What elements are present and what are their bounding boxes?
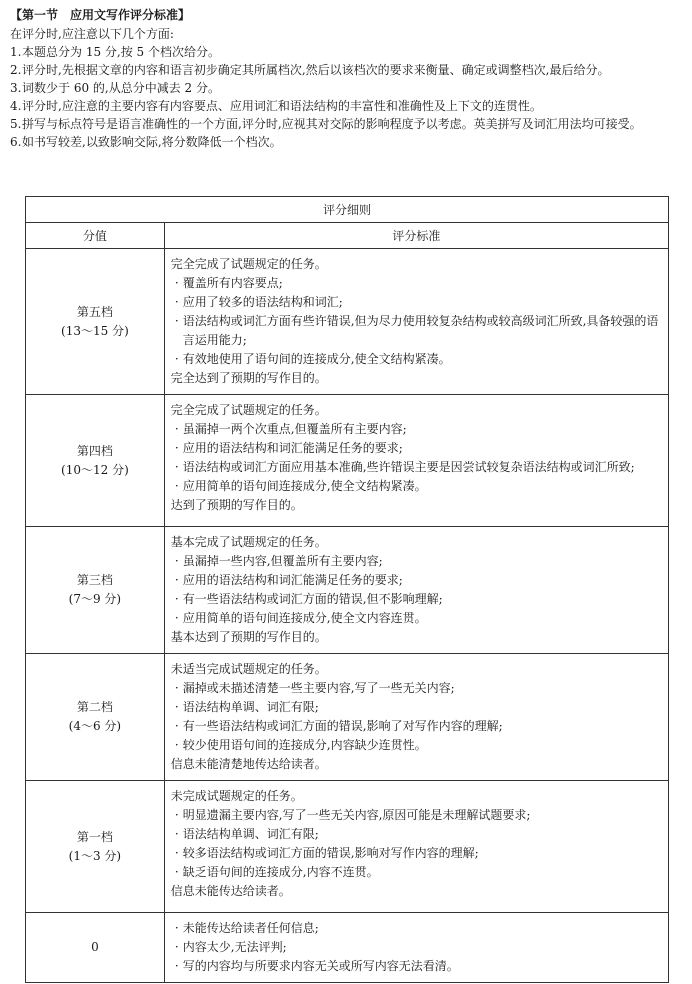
instruction-number: 1. xyxy=(10,45,22,59)
criteria-bullet-text: 应用的语法结构和词汇能满足任务的要求; xyxy=(182,441,403,455)
criteria-bullet xyxy=(171,477,660,496)
instruction-item xyxy=(10,133,685,151)
instruction-text: 本题总分为 15 分,按 5 个档次给分。 xyxy=(22,45,220,59)
criteria-summary: 基本完成了试题规定的任务。 xyxy=(170,535,327,549)
criteria-cell xyxy=(164,249,668,395)
bullet-dot-icon: · xyxy=(174,479,179,493)
criteria-bullet-text: 应用简单的语句间连接成分,使全文结构紧凑。 xyxy=(182,479,427,493)
criteria-summary: 未适当完成试题规定的任务。 xyxy=(170,662,327,676)
bullet-dot-icon: · xyxy=(174,314,179,328)
criteria-bullet xyxy=(171,736,660,755)
grading-table xyxy=(25,196,669,983)
table-row xyxy=(26,781,669,913)
band-cell xyxy=(26,654,165,781)
criteria-cell xyxy=(164,654,668,781)
criteria-bullet-text: 有效地使用了语句间的连接成分,使全文结构紧凑。 xyxy=(182,352,451,366)
criteria-bullet xyxy=(171,863,660,882)
instruction-number: 5. xyxy=(10,117,22,131)
instruction-number: 4. xyxy=(10,99,22,113)
criteria-bullet xyxy=(171,919,660,938)
instruction-item xyxy=(10,61,685,79)
band-score-range: (13～15 分) xyxy=(61,323,129,338)
criteria-bullet-text: 语法结构或词汇方面应用基本准确,些许错误主要是因尝试较复杂语法结构或词汇所致; xyxy=(182,460,635,474)
criteria-bullet-text: 语法结构或词汇方面有些许错误,但为尽力使用较复杂结构或较高级词汇所致,具备较强的语言运用能力; xyxy=(182,314,659,347)
criteria-bullet-text: 覆盖所有内容要点; xyxy=(182,276,283,290)
instruction-item xyxy=(10,115,685,133)
criteria-bullet xyxy=(171,825,660,844)
band-name: 0 xyxy=(91,940,99,954)
criteria-bullet xyxy=(171,938,660,957)
table-row xyxy=(26,913,669,983)
criteria-bullet xyxy=(171,439,660,458)
criteria-bullet xyxy=(171,458,660,477)
instruction-number: 3. xyxy=(10,81,22,95)
criteria-bullet xyxy=(171,679,660,698)
bullet-dot-icon: · xyxy=(174,573,179,587)
criteria-bullet-text: 未能传达给读者任何信息; xyxy=(182,921,319,935)
criteria-bullet xyxy=(171,957,660,976)
bullet-dot-icon: · xyxy=(174,827,179,841)
criteria-bullet-text: 有一些语法结构或词汇方面的错误,但不影响理解; xyxy=(182,592,443,606)
bullet-dot-icon: · xyxy=(174,865,179,879)
instruction-text: 词数少于 60 的,从总分中减去 2 分。 xyxy=(22,81,220,95)
criteria-bullet-text: 语法结构单调、词汇有限; xyxy=(182,700,319,714)
criteria-conclusion: 信息未能传达给读者。 xyxy=(170,884,291,898)
criteria-bullet-text: 应用的语法结构和词汇能满足任务的要求; xyxy=(182,573,403,587)
bullet-dot-icon: · xyxy=(174,554,179,568)
criteria-bullet xyxy=(171,312,660,350)
band-cell xyxy=(26,527,165,654)
criteria-cell xyxy=(164,781,668,913)
criteria-bullet-text: 有一些语法结构或词汇方面的错误,影响了对写作内容的理解; xyxy=(182,719,503,733)
bullet-dot-icon: · xyxy=(174,460,179,474)
criteria-bullet xyxy=(171,698,660,717)
bullet-dot-icon: · xyxy=(174,921,179,935)
instruction-item xyxy=(10,97,685,115)
criteria-bullet-text: 虽漏掉一两个次重点,但覆盖所有主要内容; xyxy=(182,422,407,436)
bullet-dot-icon: · xyxy=(174,808,179,822)
instruction-text: 如书写较差,以致影响交际,将分数降低一个档次。 xyxy=(22,135,282,149)
criteria-bullet xyxy=(171,420,660,439)
criteria-bullet-text: 较少使用语句间的连接成分,内容缺少连贯性。 xyxy=(182,738,427,752)
criteria-bullet-text: 虽漏掉一些内容,但覆盖所有主要内容; xyxy=(182,554,383,568)
instruction-item xyxy=(10,79,685,97)
band-cell xyxy=(26,781,165,913)
band-cell xyxy=(26,395,165,527)
bullet-dot-icon: · xyxy=(174,700,179,714)
instruction-number: 6. xyxy=(10,135,22,149)
bullet-dot-icon: · xyxy=(174,681,179,695)
criteria-bullet-text: 漏掉或未描述清楚一些主要内容,写了一些无关内容; xyxy=(182,681,455,695)
criteria-summary: 完全完成了试题规定的任务。 xyxy=(170,403,327,417)
criteria-bullet xyxy=(171,350,660,369)
table-title-row xyxy=(26,197,669,223)
criteria-bullet xyxy=(171,552,660,571)
band-cell xyxy=(26,913,165,983)
band-score-range: (7～9 分) xyxy=(68,592,122,606)
band-name: 第四档 xyxy=(76,443,113,458)
bullet-dot-icon: · xyxy=(174,295,179,309)
band-name: 第五档 xyxy=(76,304,113,319)
table-row xyxy=(26,395,669,527)
column-header-band: 分值 xyxy=(26,223,165,249)
table-title: 评分细则 xyxy=(26,197,669,223)
table-row xyxy=(26,654,669,781)
bullet-dot-icon: · xyxy=(174,846,179,860)
criteria-cell xyxy=(164,527,668,654)
bullet-dot-icon: · xyxy=(174,422,179,436)
bullet-dot-icon: · xyxy=(174,738,179,752)
criteria-bullet xyxy=(171,571,660,590)
criteria-bullet xyxy=(171,806,660,825)
criteria-conclusion: 信息未能清楚地传达给读者。 xyxy=(170,757,327,771)
instruction-item xyxy=(10,43,685,61)
band-score-range: (10～12 分) xyxy=(61,462,129,477)
criteria-bullet-text: 较多语法结构或词汇方面的错误,影响对写作内容的理解; xyxy=(182,846,479,860)
bullet-dot-icon: · xyxy=(174,352,179,366)
criteria-bullet-text: 缺乏语句间的连接成分,内容不连贯。 xyxy=(182,865,379,879)
criteria-conclusion: 达到了预期的写作目的。 xyxy=(170,498,303,512)
criteria-bullet-text: 写的内容均与所要求内容无关或所写内容无法看清。 xyxy=(182,959,459,973)
band-name: 第三档 xyxy=(76,573,113,587)
criteria-cell xyxy=(164,913,668,983)
column-header-criteria: 评分标准 xyxy=(164,223,668,249)
criteria-summary: 未完成试题规定的任务。 xyxy=(170,789,303,803)
criteria-cell xyxy=(164,395,668,527)
instruction-text: 评分时,先根据文章的内容和语言初步确定其所属档次,然后以该档次的要求来衡量、确定或调整档次,最后给分。 xyxy=(22,63,610,77)
criteria-summary: 完全完成了试题规定的任务。 xyxy=(170,257,327,271)
criteria-bullet-text: 应用简单的语句间连接成分,使全文内容连贯。 xyxy=(182,611,427,625)
grading-table-body xyxy=(26,249,669,983)
criteria-bullet-text: 语法结构单调、词汇有限; xyxy=(182,827,319,841)
instruction-number: 2. xyxy=(10,63,22,77)
criteria-bullet-text: 明显遗漏主要内容,写了一些无关内容,原因可能是未理解试题要求; xyxy=(182,808,531,822)
criteria-bullet xyxy=(171,293,660,312)
criteria-bullet-text: 应用了较多的语法结构和词汇; xyxy=(182,295,343,309)
band-score-range: (4～6 分) xyxy=(68,719,122,733)
table-row xyxy=(26,527,669,654)
instruction-text: 评分时,应注意的主要内容有内容要点、应用词汇和语法结构的丰富性和准确性及上下文的连贯性。 xyxy=(22,99,542,113)
criteria-conclusion: 完全达到了预期的写作目的。 xyxy=(170,371,327,385)
table-header-row xyxy=(26,223,669,249)
bullet-dot-icon: · xyxy=(174,276,179,290)
instructions-section xyxy=(10,5,685,151)
band-name: 第二档 xyxy=(76,700,113,714)
criteria-bullet-text: 内容太少,无法评判; xyxy=(182,940,287,954)
bullet-dot-icon: · xyxy=(174,959,179,973)
band-cell xyxy=(26,249,165,395)
criteria-bullet xyxy=(171,717,660,736)
instructions-lead: 在评分时,应注意以下几个方面: xyxy=(10,27,174,41)
criteria-bullet xyxy=(171,844,660,863)
band-name: 第一档 xyxy=(76,829,113,844)
table-row xyxy=(26,249,669,395)
criteria-bullet xyxy=(171,274,660,293)
criteria-bullet xyxy=(171,590,660,609)
band-score-range: (1～3 分) xyxy=(68,848,122,863)
bullet-dot-icon: · xyxy=(174,611,179,625)
criteria-bullet xyxy=(171,609,660,628)
criteria-conclusion: 基本达到了预期的写作目的。 xyxy=(170,630,327,644)
bullet-dot-icon: · xyxy=(174,719,179,733)
bullet-dot-icon: · xyxy=(174,441,179,455)
bullet-dot-icon: · xyxy=(174,940,179,954)
bullet-dot-icon: · xyxy=(174,592,179,606)
section-heading: 【第一节 应用文写作评分标准】 xyxy=(10,8,191,22)
instruction-text: 拼写与标点符号是语言准确性的一个方面,评分时,应视其对交际的影响程度予以考虑。英美拼写及词汇用法均可接受。 xyxy=(22,117,642,131)
